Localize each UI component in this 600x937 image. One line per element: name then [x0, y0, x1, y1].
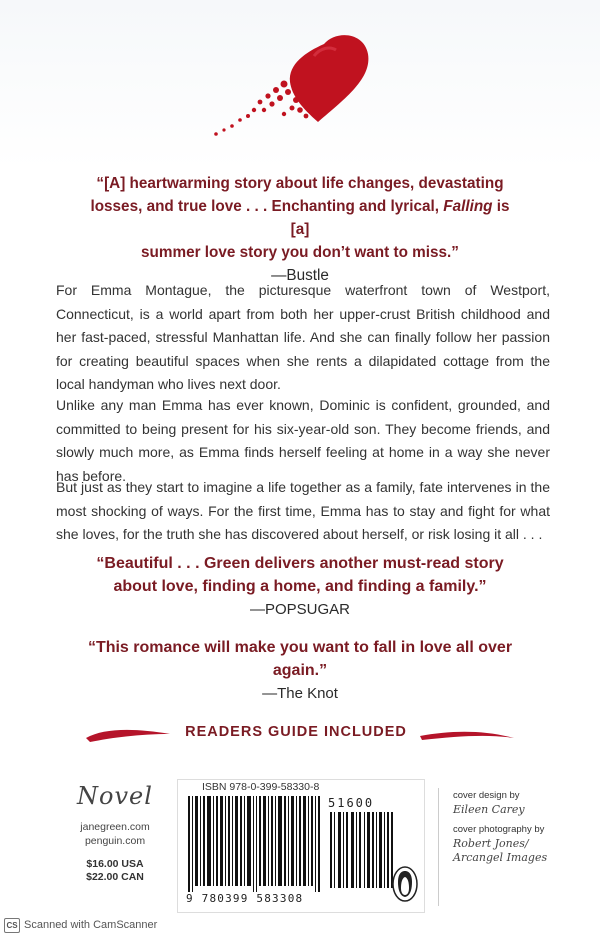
isbn-digits: 9 780399 583308: [186, 892, 304, 905]
quote-line: “[A] heartwarming story about life changes, devastating: [96, 175, 504, 192]
camscanner-icon: CS: [4, 918, 20, 933]
quote-text: losses, and true love . . . Enchanting and lyrical,: [90, 198, 444, 215]
synopsis-paragraph-2: Unlike any man Emma has ever known, Dominic is confident, grounded, and committed to being present for his six-year-old son. They become friends, and slowly much more, as Emma finds herself feeling at home in a way she never has before.: [56, 397, 550, 484]
swoosh-left-icon: [84, 726, 172, 744]
designer-name: Eileen Carey: [453, 803, 525, 816]
divider: [438, 788, 439, 906]
heart-petals-illustration: [196, 26, 386, 146]
isbn-label: ISBN 978-0-399-58330-8: [202, 781, 320, 793]
review-quote-bustle: [88, 172, 512, 287]
isbn-barcode-panel: [177, 779, 425, 913]
price-barcode: [330, 812, 394, 888]
review-quote-popsugar: [90, 552, 510, 621]
website-links: [60, 820, 170, 848]
readers-guide-banner: [84, 718, 516, 752]
review-quote-the-knot: [60, 636, 540, 705]
quote-attribution: —The Knot: [262, 685, 338, 702]
synopsis-paragraph-1: For Emma Montague, the picturesque waterfront town of Westport, Connecticut, is a world apart from both her upper-crust British childhood and her fast-paced, stressful Manhattan life. And she can finally follow her passion for creating beautiful spaces when she rents a dilapidated cottage from the local handyman who lives next door.: [56, 282, 550, 392]
synopsis-paragraph-3: But just as they start to imagine a life together as a family, fate intervenes in the most shocking of ways. For the first time, Emma has to stay and fight for what she loves, for the truth she has discovered about herself, or risk losing it all . . .: [56, 479, 550, 542]
camscanner-text: Scanned with CamScanner: [24, 919, 158, 931]
quote-attribution: —Bustle: [271, 267, 329, 284]
quote-line: about love, finding a home, and finding a family.”: [113, 578, 487, 595]
price-can: $22.00 CAN: [86, 871, 144, 883]
design-credit: [453, 789, 563, 817]
book-title: Falling: [443, 198, 493, 215]
camscanner-watermark: [4, 917, 157, 933]
quote-attribution: —POPSUGAR: [249, 601, 351, 618]
penguin-logo-icon: [392, 866, 418, 902]
quote-line: [88, 195, 512, 241]
cover-credits: [453, 789, 563, 871]
quote-line: “Beautiful . . . Green delivers another must-read story: [96, 555, 504, 572]
design-credit-label: cover design by: [453, 790, 520, 801]
genre-label: Novel: [77, 782, 153, 810]
quote-text: is [a]: [290, 198, 510, 238]
readers-guide-label: READERS GUIDE INCLUDED: [185, 724, 407, 740]
quote-line: “This romance will make you want to fall in love all over again.”: [87, 639, 513, 679]
swoosh-right-icon: [418, 726, 516, 744]
quote-line: summer love story you don’t want to miss.”: [141, 244, 459, 261]
publisher-info: [60, 782, 170, 884]
photo-credit-label: cover photography by: [453, 824, 545, 835]
author-url: janegreen.com: [80, 821, 150, 833]
price-code: 51600: [328, 796, 375, 810]
publisher-url: penguin.com: [84, 835, 146, 847]
price-list: [60, 858, 170, 884]
photo-credit: [453, 823, 563, 865]
ean-barcode: [188, 796, 324, 892]
photo-agency: Arcangel Images: [453, 851, 548, 864]
photographer-name: Robert Jones/: [453, 837, 529, 850]
price-usa: $16.00 USA: [86, 858, 144, 870]
